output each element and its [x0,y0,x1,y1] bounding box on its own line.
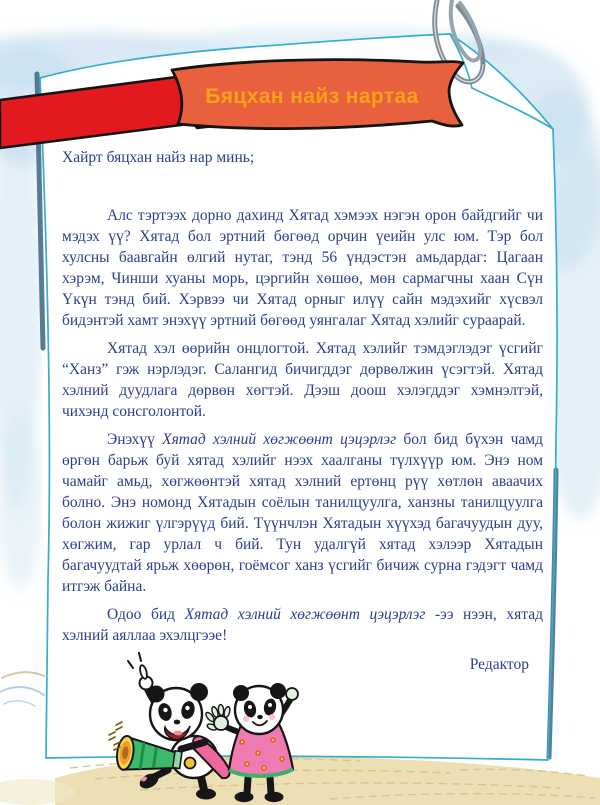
signature: Редактор [469,656,529,673]
paragraph-text: Энэхүү [107,431,163,448]
paragraph-text: Алс тэртээх дорно дахинд Хятад хэмээх нэгэн орон байдгийг чи мэдэх үү? Хятад бол эртний бөгөөд орчин үеийн улс юм. Тэр бол хулсны баавгайн өлгий нутаг, тэнд 56 үндэстэн амьдардаг: Цагаан хэрэм, Чинши хуаны морь, цэргийн хөшөө, мөн сармагчны хаан Сүн Үкүн тэнд бий. Хэрвээ чи Хятад орныг илүү сайн мэдэхийг хүсвэл бидэнтэй хамт энэхүү эртний бөгөөд уянгалаг Хятад хэлийг сураарай. [62,207,543,329]
paragraph [62,604,543,646]
banner-title: Бяцхан найз нартаа [205,85,419,108]
greeting: Хайрт бяцхан найз нар минь; [62,149,255,166]
paragraph-text: бол бид бүхэн чамд өргөн барьж буй хятад хэлийг нээх хаалганы түлхүүр юм. Энэ ном чамайг амьд, хөгжөөнтэй хятад хэлний ертөнц рүү хөтлөн аваачих болно. Энэ номонд Хятадын соёлын танилцуулга, ханзны танилцуулга болон жижиг үлгэрүүд бий. Түүнчлэн Хятадын хүүхэд багачуудын дуу, хөгжим, гар урлал ч бий. Тун удалгүй хятад хэлээр Хятадын багачуудтай ярьж хөөрөн, гоёмсог ханз үсгийг бичиж сурна гэдэгт чамд итгэж байна. [62,431,543,595]
sand-ground [0,754,600,805]
paragraph-text: Хятад хэл өөрийн онцлогтой. Хятад хэлийг тэмдэглэдэг үсгийг “Ханз” гэж нэрлэдэг. Салангид бичигддэг дөрвөлжин үсэгтэй. Хятад хэлний дуудлага дөрвөн хөгтэй. Дээш доош хэлэгддэг хэмнэлтэй, чихэнд сонсголонтой. [62,340,543,420]
book-title-phrase: Хятад хэлний хөгжөөнт цэцэрлэг [162,431,397,448]
paragraph-text: Одоо бид [107,606,185,623]
book-title-phrase: Хятад хэлний хөгжөөнт цэцэрлэг [184,606,426,623]
paragraph-text: -ээ нээн, хятад хэлний аяллаа эхэлцгээе! [62,606,543,644]
corner-doodle [0,672,52,706]
paragraph [62,205,543,331]
paragraph [62,338,543,422]
letter-paragraphs [62,205,543,646]
paragraph [62,429,543,597]
letter-body [62,147,543,691]
